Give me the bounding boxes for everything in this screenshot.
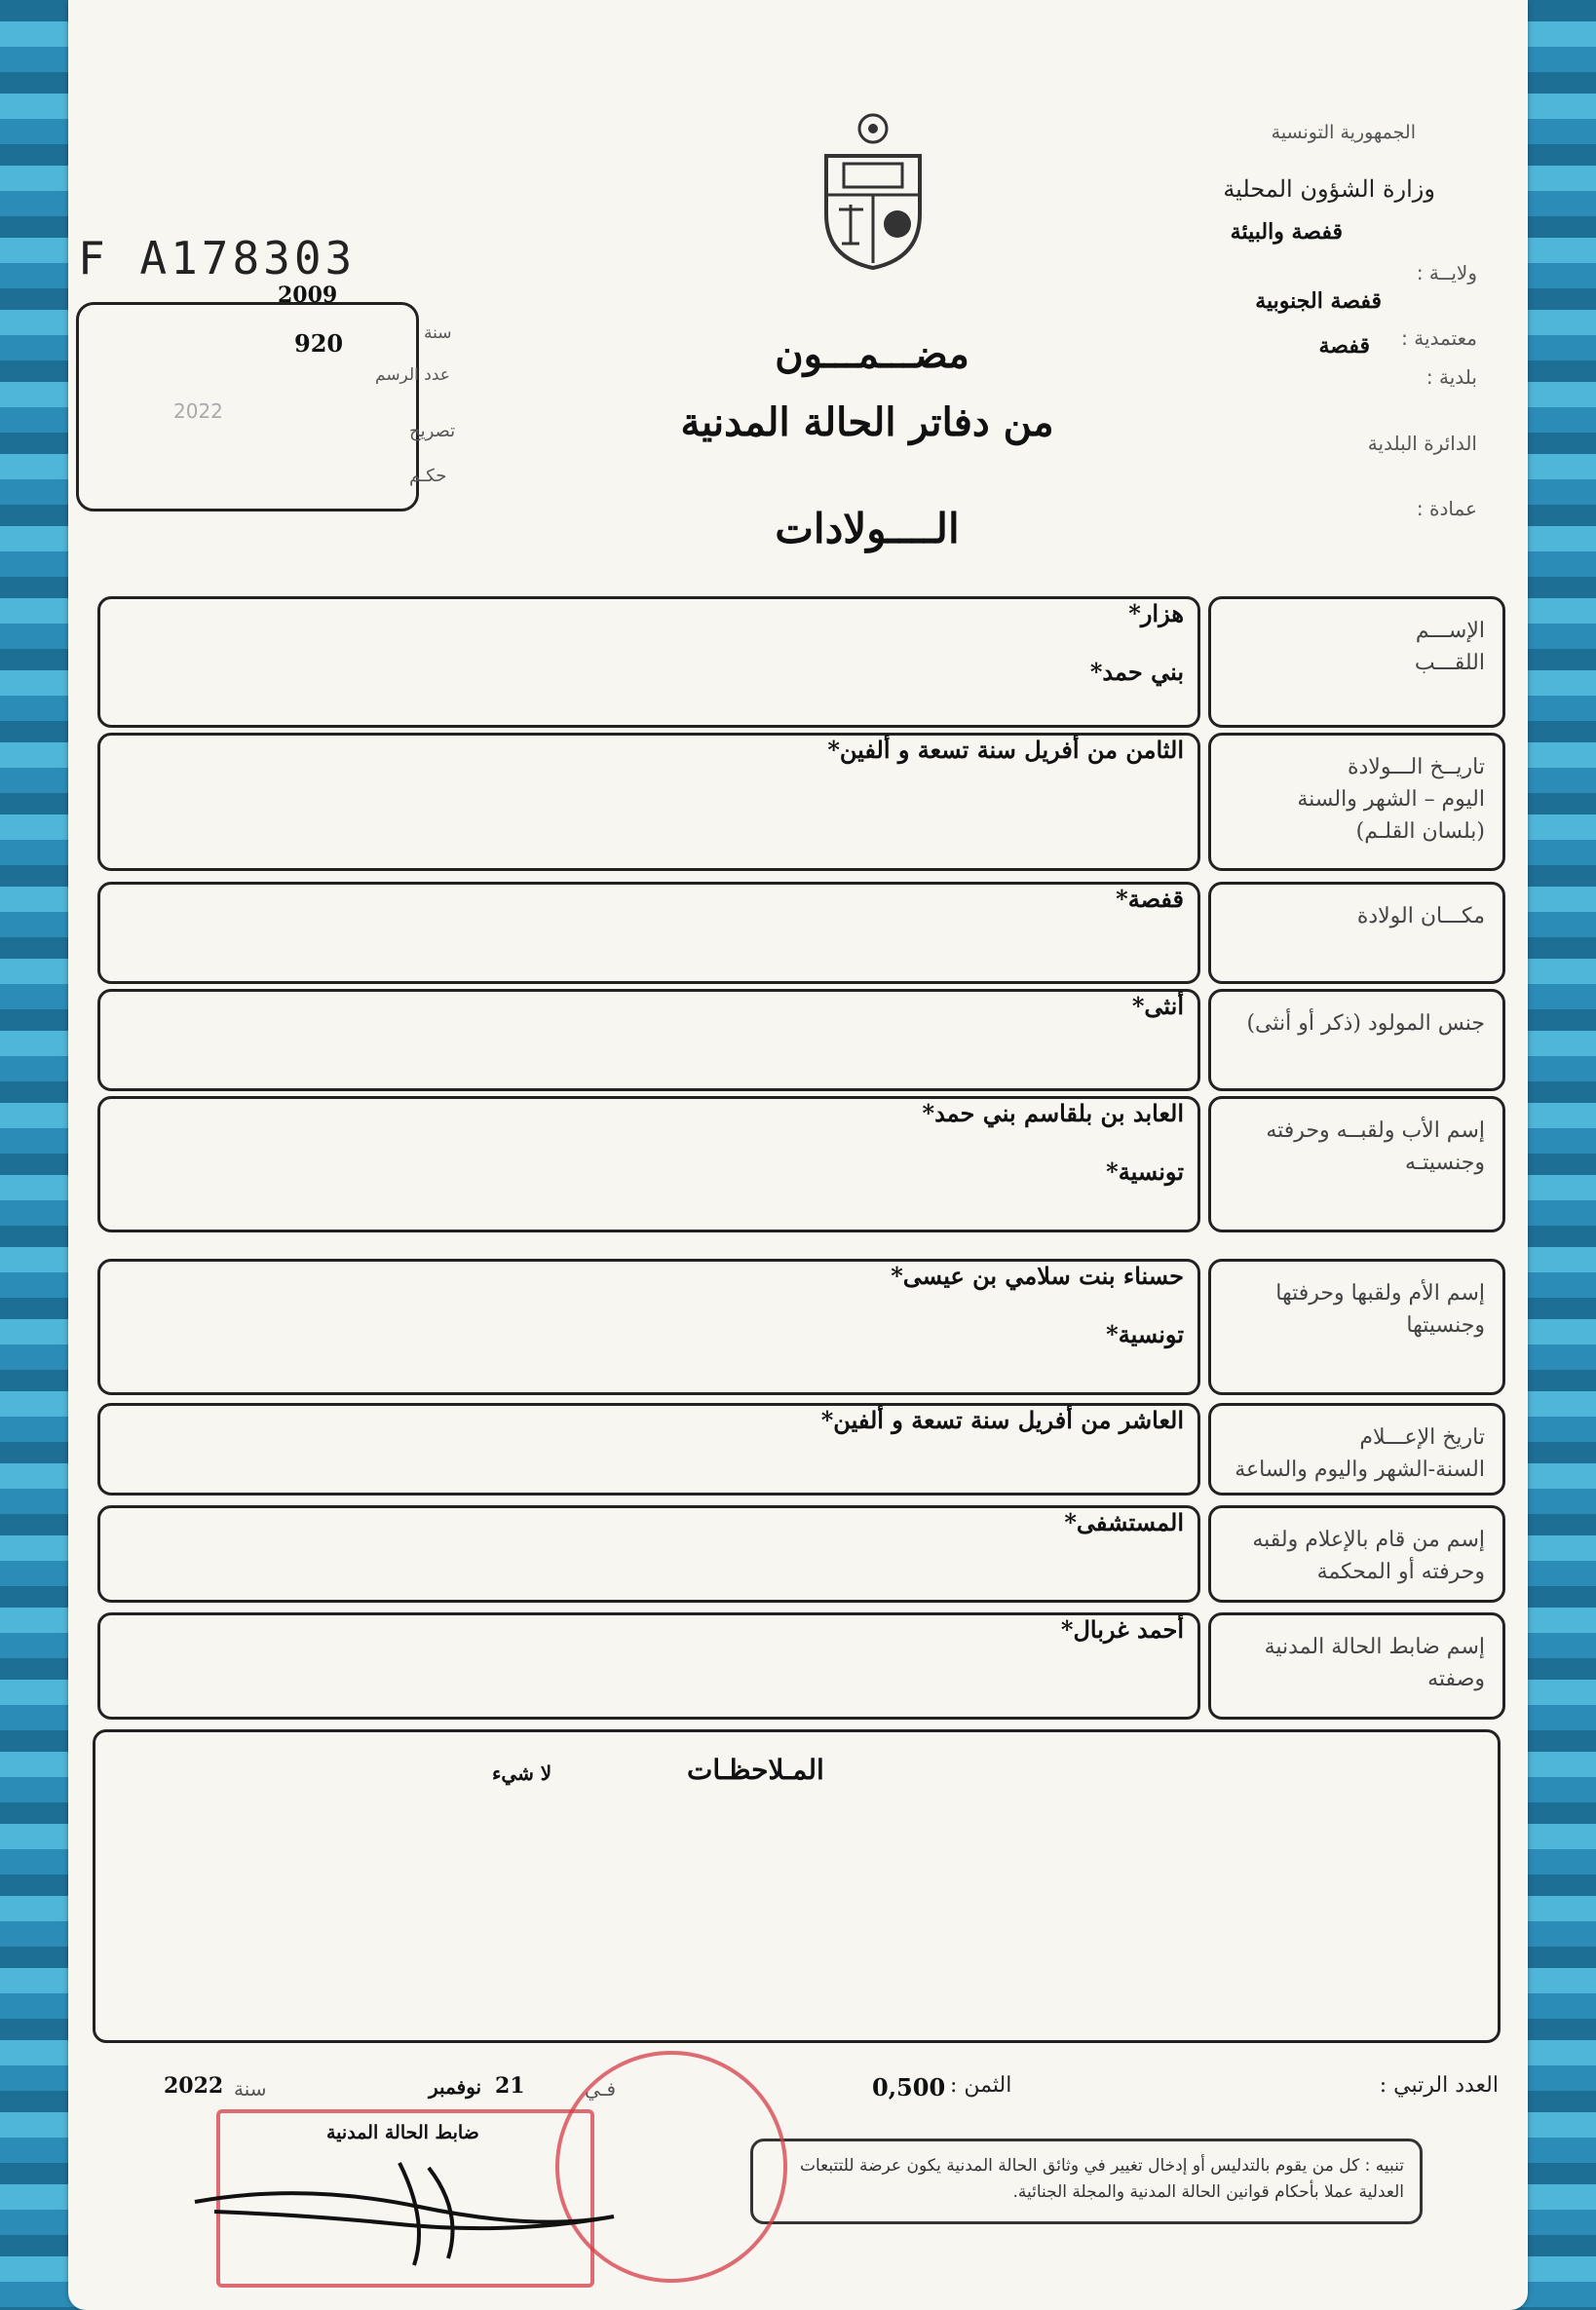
footer-price-value: 0,500 — [872, 2073, 946, 2102]
field-value-text — [585, 1091, 1184, 1193]
field-label-line: وجنسيتـه — [1404, 1151, 1485, 1175]
footer-price-label: الثمن : — [950, 2073, 1012, 2098]
field-value-line: بني حمد* — [1089, 657, 1184, 686]
field-label-box — [1208, 1096, 1505, 1232]
footer-day-value: 21 — [495, 2073, 525, 2099]
judgment-label: حكـم — [409, 466, 447, 486]
footer-month-value: نوفمبر — [429, 2075, 482, 2099]
field-label-line: مكـــان الولادة — [1356, 904, 1485, 928]
delegation-label: معتمدية : — [1401, 326, 1477, 350]
footer-year-label: سنة — [234, 2077, 267, 2101]
serial-number: F A178303 — [78, 232, 357, 284]
field-label-box — [1208, 733, 1505, 871]
field-label-box — [1208, 1505, 1505, 1603]
legal-warning-text: تنبيه : كل من يقوم بالتدليس أو إدخال تغيير في وثائق الحالة المدنية يكون عرضة للتتبعات العدلية عملا بأحكام قوانين الحالة المدنية والمجلة الجنائية. — [800, 2156, 1404, 2203]
officer-signature — [185, 2143, 633, 2270]
footer-year-value: 2022 — [164, 2073, 224, 2099]
field-value-text — [585, 1254, 1184, 1356]
municipality-label: بلدية : — [1425, 365, 1477, 389]
field-label-line: تاريــخ الـــولادة — [1347, 755, 1485, 779]
declaration-label: تصريح — [409, 421, 456, 441]
wilaya-value: قفصة الجنوبية — [1255, 288, 1382, 314]
field-label-line: تاريخ الإعـــلام — [1359, 1425, 1485, 1450]
footer-serial-label: العدد الرتبي : — [1379, 2073, 1499, 2098]
field-value-text — [585, 1398, 1184, 1443]
field-label-line: إسم الأم ولقبها وحرفتها — [1275, 1281, 1485, 1306]
field-value-line: المستشفى* — [1064, 1508, 1184, 1536]
field-label-box — [1208, 596, 1505, 728]
field-label-line: اليوم – الشهر والسنة — [1297, 787, 1485, 812]
footer-in-label: فـي — [585, 2077, 617, 2101]
field-value-line: الثامن من أفريل سنة تسعة و ألفين* — [827, 736, 1184, 764]
legal-warning-box — [750, 2139, 1423, 2224]
ministry-label: وزارة الشؤون المحلية — [1223, 175, 1435, 203]
field-label-box — [1208, 882, 1505, 984]
field-value-line: العاشر من أفريل سنة تسعة و ألفين* — [820, 1406, 1184, 1434]
field-value-text — [585, 728, 1184, 773]
field-label-line: الإســـم — [1415, 619, 1485, 643]
document-title-line1: مضـــمـــون — [775, 331, 969, 377]
remarks-label: المـلاحظـات — [687, 1754, 824, 1786]
field-value-text — [585, 1500, 1184, 1545]
field-value-line: تونسية* — [1106, 1156, 1184, 1186]
remarks-value: لا شيء — [492, 1761, 552, 1785]
field-label-line: وجنسيتها — [1406, 1313, 1485, 1338]
field-label-line: اللقـــب — [1414, 651, 1485, 675]
field-value-line: تونسية* — [1106, 1319, 1184, 1348]
births-section-title: الــــولادات — [775, 505, 960, 552]
field-value-line: أحمد غربال* — [1060, 1615, 1184, 1644]
field-label-line: إسم ضابط الحالة المدنية — [1264, 1635, 1485, 1659]
wilaya-label: ولايــة : — [1416, 261, 1477, 284]
field-value-line: حسناء بنت سلامي بن عيسى* — [891, 1262, 1184, 1290]
registration-year-value: 2009 — [278, 283, 338, 308]
field-value-line: العابد بن بلقاسم بني حمد* — [922, 1099, 1184, 1127]
field-value-line: قفصة* — [1116, 885, 1184, 913]
field-value-line: هزار* — [1128, 599, 1184, 627]
field-value-text — [585, 984, 1184, 1029]
field-label-line: وحرفته أو المحكمة — [1316, 1560, 1485, 1584]
registration-box — [76, 302, 419, 511]
district-label: الدائرة البلدية — [1367, 432, 1477, 455]
field-label-line: (بلسان القلـم) — [1355, 819, 1485, 844]
field-label-box — [1208, 1403, 1505, 1496]
field-value-line: أنثى* — [1131, 992, 1184, 1020]
field-label-box — [1208, 1259, 1505, 1395]
field-value-text — [585, 591, 1184, 694]
record-number-value: 920 — [294, 329, 344, 358]
field-label-box — [1208, 1612, 1505, 1720]
field-label-box — [1208, 989, 1505, 1091]
ministry-fill: قفصة والبيئة — [1230, 219, 1343, 245]
record-number-label: عدد الرسم — [375, 365, 450, 385]
extract-year-faint: 2022 — [173, 399, 223, 423]
field-value-text — [585, 1608, 1184, 1652]
officer-label: ضابط الحالة المدنية — [326, 2122, 479, 2143]
field-label-line: جنس المولود (ذكر أو أنثى) — [1246, 1011, 1485, 1036]
field-label-line: السنة-الشهر واليوم والساعة — [1235, 1458, 1485, 1482]
tunisia-coat-of-arms-icon — [815, 107, 931, 273]
field-value-text — [585, 877, 1184, 922]
registration-year-label: سنة — [424, 323, 452, 343]
omada-label: عمادة : — [1416, 497, 1477, 520]
delegation-value: قفصة — [1318, 333, 1370, 359]
document-title-line2: من دفاتر الحالة المدنية — [680, 399, 1054, 445]
republic-label: الجمهورية التونسية — [1271, 122, 1416, 143]
field-label-line: وصفته — [1427, 1667, 1485, 1691]
field-label-line: إسم الأب ولقبــه وحرفته — [1266, 1118, 1485, 1143]
field-label-line: إسم من قام بالإعلام ولقبه — [1252, 1528, 1485, 1552]
